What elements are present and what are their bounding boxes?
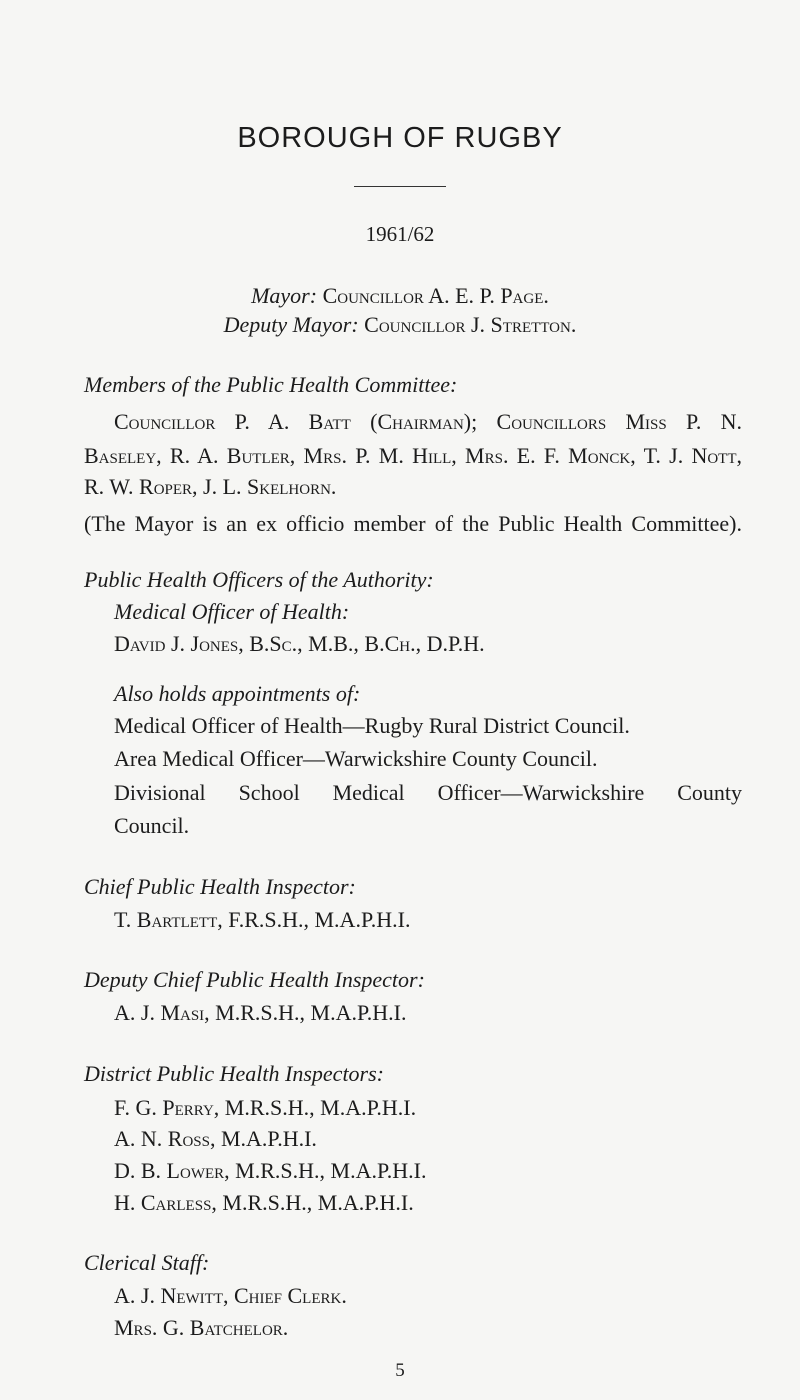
deputy-chief-inspector-heading: Deputy Chief Public Health Inspector: xyxy=(84,967,425,992)
committee-line-2: Baseley, R. A. Butler, Mrs. P. M. Hill, Mrs. E. F. Monck, T. J. Nott, xyxy=(84,443,742,468)
committee-line-1: Councillor P. A. Batt (Chairman); Councillors Miss P. N. xyxy=(114,409,742,434)
district-inspector-3: D. B. Lower, M.R.S.H., M.A.P.H.I. xyxy=(114,1158,427,1183)
clerical-name-2: Mrs. G. Batchelor. xyxy=(114,1315,289,1340)
deputy-mayor-name: Councillor J. Stretton. xyxy=(364,312,577,337)
clerical-heading: Clerical Staff: xyxy=(84,1250,210,1275)
appointment-4: Council. xyxy=(114,813,190,838)
moh-name: David J. Jones, B.Sc., M.B., B.Ch., D.P.H. xyxy=(114,631,485,656)
title-divider xyxy=(354,186,446,187)
moh-heading: Medical Officer of Health: xyxy=(114,599,350,624)
clerical-name-1: A. J. Newitt, Chief Clerk. xyxy=(114,1283,347,1308)
mayor-label: Mayor: xyxy=(251,283,318,308)
district-inspectors-heading: District Public Health Inspectors: xyxy=(84,1061,385,1086)
committee-heading: Members of the Public Health Committee: xyxy=(84,372,458,397)
deputy-mayor-line xyxy=(0,311,800,339)
appointment-3: Divisional School Medical Officer—Warwickshire County xyxy=(114,780,742,805)
deputy-mayor-label: Deputy Mayor: xyxy=(223,312,359,337)
committee-line-3: R. W. Roper, J. L. Skelhorn. xyxy=(84,474,337,499)
district-inspector-4: H. Carless, M.R.S.H., M.A.P.H.I. xyxy=(114,1190,414,1215)
mayor-name: Councillor A. E. P. Page. xyxy=(322,283,549,308)
officers-heading: Public Health Officers of the Authority: xyxy=(84,567,434,592)
page-number: 5 xyxy=(395,1360,405,1381)
deputy-chief-inspector-name: A. J. Masi, M.R.S.H., M.A.P.H.I. xyxy=(114,1000,407,1025)
district-inspector-2: A. N. Ross, M.A.P.H.I. xyxy=(114,1126,317,1151)
also-heading: Also holds appointments of: xyxy=(114,681,361,706)
page-title: BOROUGH OF RUGBY xyxy=(237,122,563,154)
chief-inspector-name: T. Bartlett, F.R.S.H., M.A.P.H.I. xyxy=(114,907,411,932)
appointment-1: Medical Officer of Health—Rugby Rural District Council. xyxy=(114,713,630,738)
mayor-line xyxy=(0,282,800,310)
appointment-2: Area Medical Officer—Warwickshire County Council. xyxy=(114,746,598,771)
district-inspector-1: F. G. Perry, M.R.S.H., M.A.P.H.I. xyxy=(114,1095,417,1120)
chief-inspector-heading: Chief Public Health Inspector: xyxy=(84,874,356,899)
year-label: 1961/62 xyxy=(365,222,435,246)
committee-note: (The Mayor is an ex officio member of the Public Health Committee). xyxy=(84,511,742,536)
